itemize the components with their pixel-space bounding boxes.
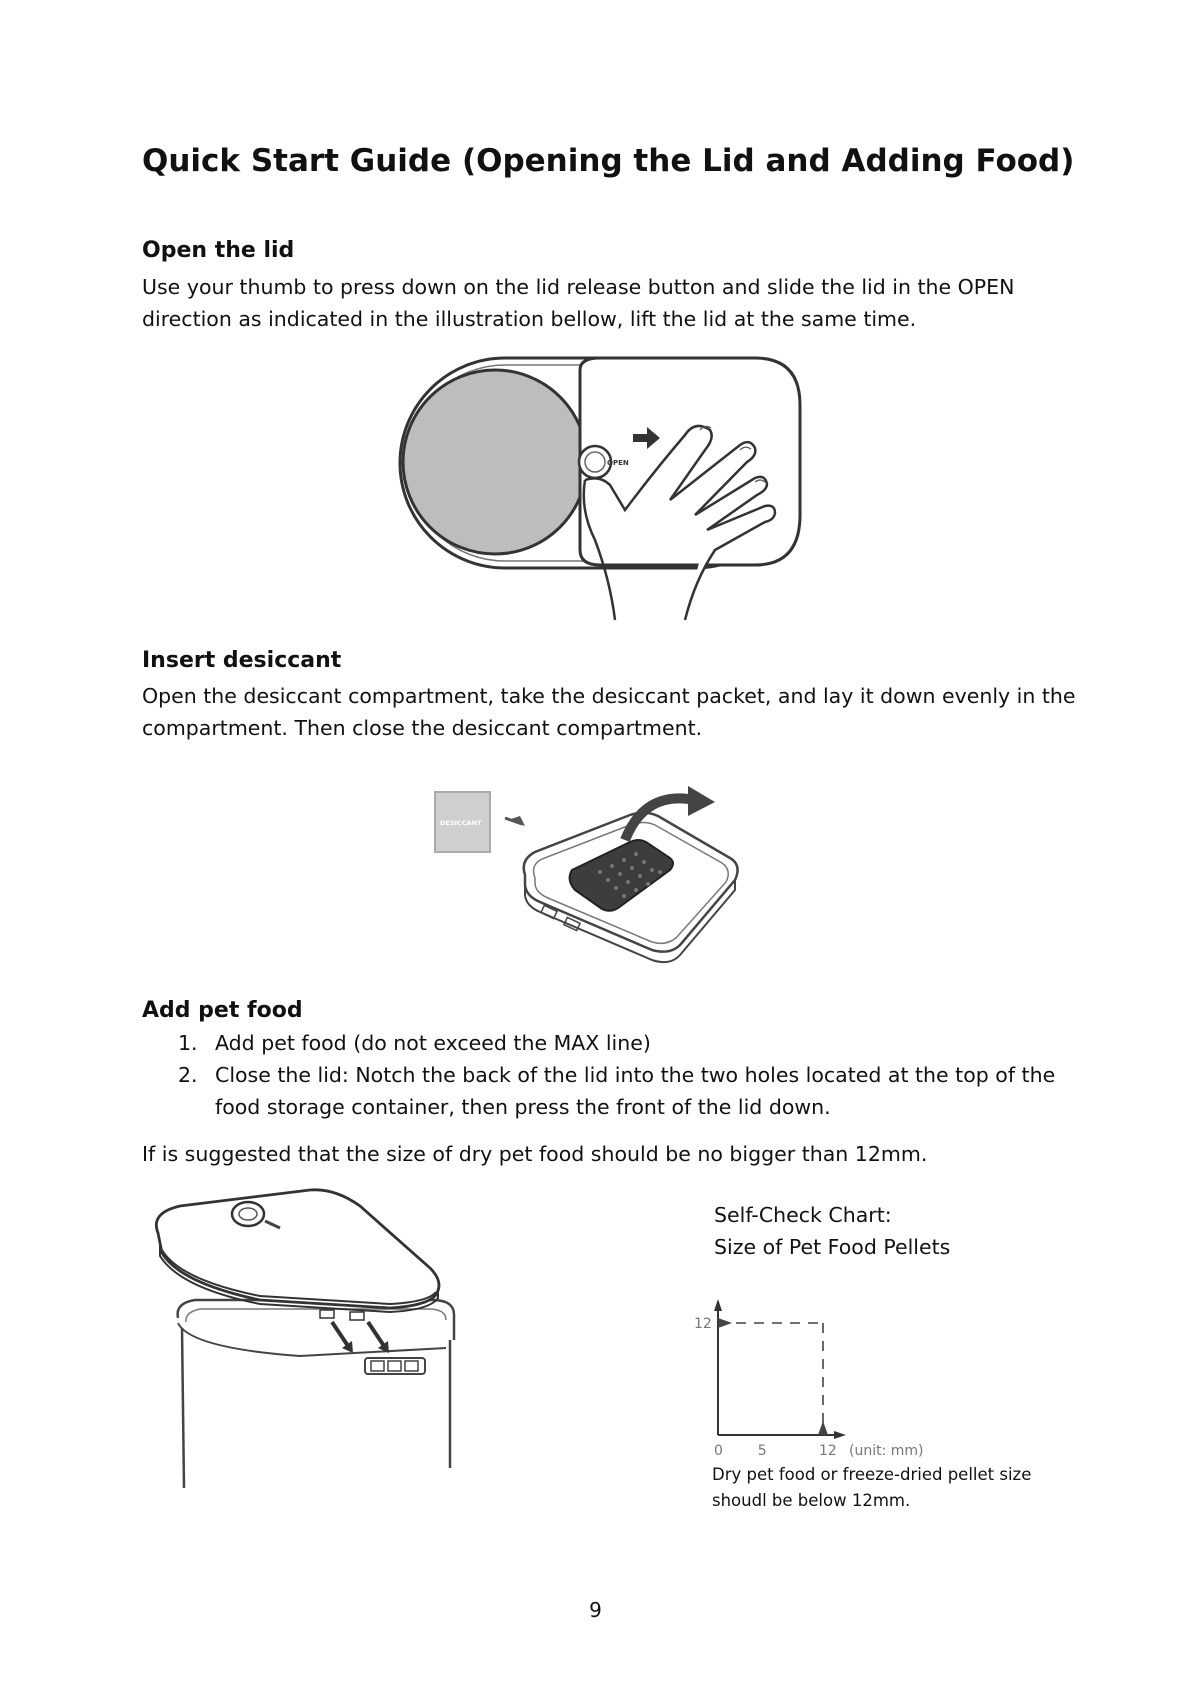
x-axis-label: (unit: mm): [849, 1443, 924, 1459]
pellet-size-chart: [690, 1295, 950, 1470]
page-number: 9: [589, 1598, 602, 1622]
x-tick-label: 12: [819, 1443, 837, 1459]
list-item-text: Close the lid: Notch the back of the lid into the two holes located at the top of the: [215, 1063, 1056, 1087]
open-lid-instructions: [142, 271, 1042, 335]
container-illustration: [150, 1188, 480, 1493]
text-line: direction as indicated in the illustration bellow, lift the lid at the same time.: [142, 307, 917, 331]
section-heading-add-food: Add pet food: [142, 998, 303, 1023]
list-item: [142, 1059, 1055, 1123]
list-item-text: Add pet food (do not exceed the MAX line): [215, 1031, 651, 1055]
page-title: Quick Start Guide (Opening the Lid and Adding Food): [142, 143, 1075, 179]
desiccant-illustration: [430, 780, 760, 970]
section-heading-open-lid: Open the lid: [142, 238, 295, 263]
list-item: [142, 1027, 1055, 1059]
chart-note-line1: Dry pet food or freeze-dried pellet size: [712, 1465, 1032, 1484]
x-axis-arrow: [834, 1431, 846, 1439]
y-axis-arrow: [714, 1299, 722, 1311]
desiccant-instructions: [142, 680, 1076, 744]
desiccant-packet-label: DESICCANT: [440, 819, 482, 827]
open-lid-illustration: [395, 350, 815, 625]
x-tick-label: 5: [757, 1443, 767, 1459]
section-heading-desiccant: Insert desiccant: [142, 648, 342, 673]
y-tick-label: 12: [694, 1316, 712, 1332]
add-food-steps: [142, 1027, 1055, 1123]
text-line: compartment. Then close the desiccant compartment.: [142, 716, 703, 740]
x-marker: [818, 1421, 828, 1435]
chart-note-line2: shoudl be below 12mm.: [712, 1491, 911, 1510]
text-line: Open the desiccant compartment, take the desiccant packet, and lay it down evenly in the: [142, 684, 1076, 708]
text-line: Use your thumb to press down on the lid release button and slide the lid in the OPEN: [142, 275, 1015, 299]
chart-caption-line1: Self-Check Chart:: [714, 1203, 892, 1227]
y-marker: [718, 1318, 732, 1328]
food-size-note: If is suggested that the size of dry pet food should be no bigger than 12mm.: [142, 1142, 928, 1166]
list-item-number: 1.: [178, 1031, 198, 1055]
list-item-text: food storage container, then press the front of the lid down.: [215, 1095, 831, 1119]
chart-caption-line2: Size of Pet Food Pellets: [714, 1235, 951, 1259]
list-item-number: 2.: [178, 1063, 198, 1087]
x-tick-label: 0: [714, 1443, 723, 1459]
open-label: OPEN: [607, 459, 629, 467]
